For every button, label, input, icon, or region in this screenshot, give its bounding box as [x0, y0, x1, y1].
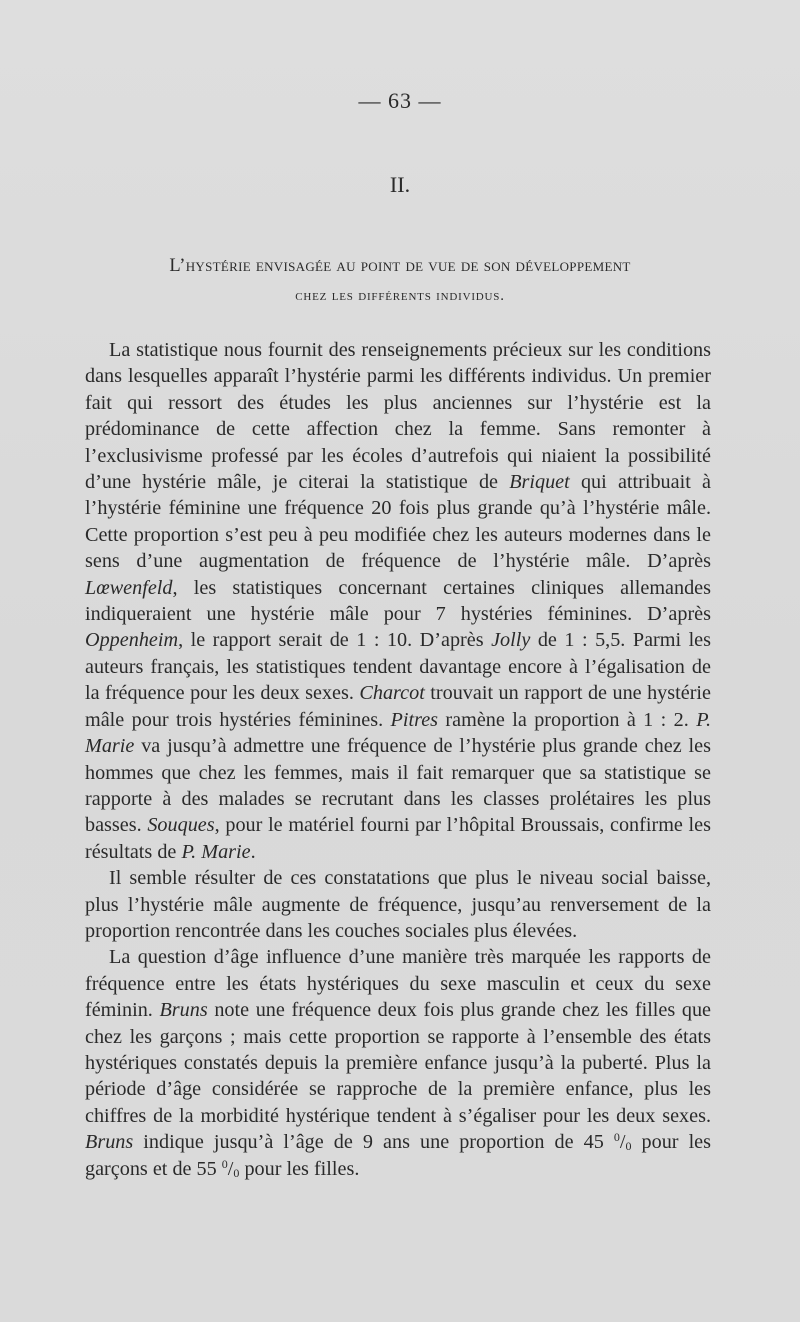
paragraph: Il semble résulter de ces constatations que plus le niveau social baisse, plus l’hystérie mâle augmente de fréquence, jusqu’au renversement de la proportion rencontrée dans les couches sociales plus élevées. — [85, 867, 711, 942]
section-title-line-1: L’hystérie envisagée au point de vue de son développement — [169, 256, 631, 276]
section-number: II. — [389, 172, 411, 197]
paragraph: La statistique nous fournit des renseignements précieux sur les conditions dans lesquelles apparaît l’hystérie parmi les différents individus. Un premier fait qui ressort des études les plus anciennes sur l’hystérie est la prédominance de cette affection chez la femme. Sans remonter à l’exclusivisme professé par les écoles d’autrefois qui niaient la possibilité d’une hystérie mâle, je citerai la statistique de Briquet qui attribuait à l’hystérie féminine une fréquence 20 fois plus grande qu’à l’hystérie mâle. Cette proportion s’est peu à peu modifiée chez les auteurs modernes dans le sens d’une augmentation de fréquence de l’hystérie mâle. D’après Lœwenfeld, les statistiques concernant certaines cliniques allemandes indiqueraient une hystérie mâle pour 7 hystéries féminines. D’après Oppenheim, le rapport serait de 1 : 10. D’après Jolly de 1 : 5,5. Parmi les auteurs français, les statistiques tendent davantage encore à l’égalisation de la fréquence pour les deux sexes. Charcot trouvait un rapport de une hystérie mâle pour trois hystéries féminines. Pitres ramène la proportion à 1 : 2. P. Marie va jusqu’à admettre une fréquence de l’hystérie plus grande chez les hommes que chez les femmes, mais il fait remarquer que sa statistique se rapporte à des malades se recrutant dans les classes prolétaires les plus basses. Souques, pour le matériel fourni par l’hôpital Broussais, confirme les résultats de P. Marie. — [85, 339, 712, 863]
body-text — [85, 337, 711, 1182]
paragraph: La question d’âge influence d’une manière très marquée les rapports de fréquence entre les états hystériques du sexe masculin et ceux du sexe féminin. Bruns note une fréquence deux fois plus grande chez les filles que chez les garçons ; mais cette proportion se rapporte à l’ensemble des états hystériques constatés depuis la première enfance jusqu’à la puberté. Plus la période d’âge considérée se rapproche de la première enfance, plus les chiffres de la morbidité hystérique tendent à s’égaliser pour les deux sexes. Bruns indique jusqu’à l’âge de 9 ans une proportion de 45 $^0/_0$ pour les garçons et de 55 $^0/_0$ pour les filles. — [85, 946, 712, 1180]
page-number: — 63 — — [358, 88, 442, 113]
section-title-line-2: chez les différents individus. — [295, 288, 505, 304]
